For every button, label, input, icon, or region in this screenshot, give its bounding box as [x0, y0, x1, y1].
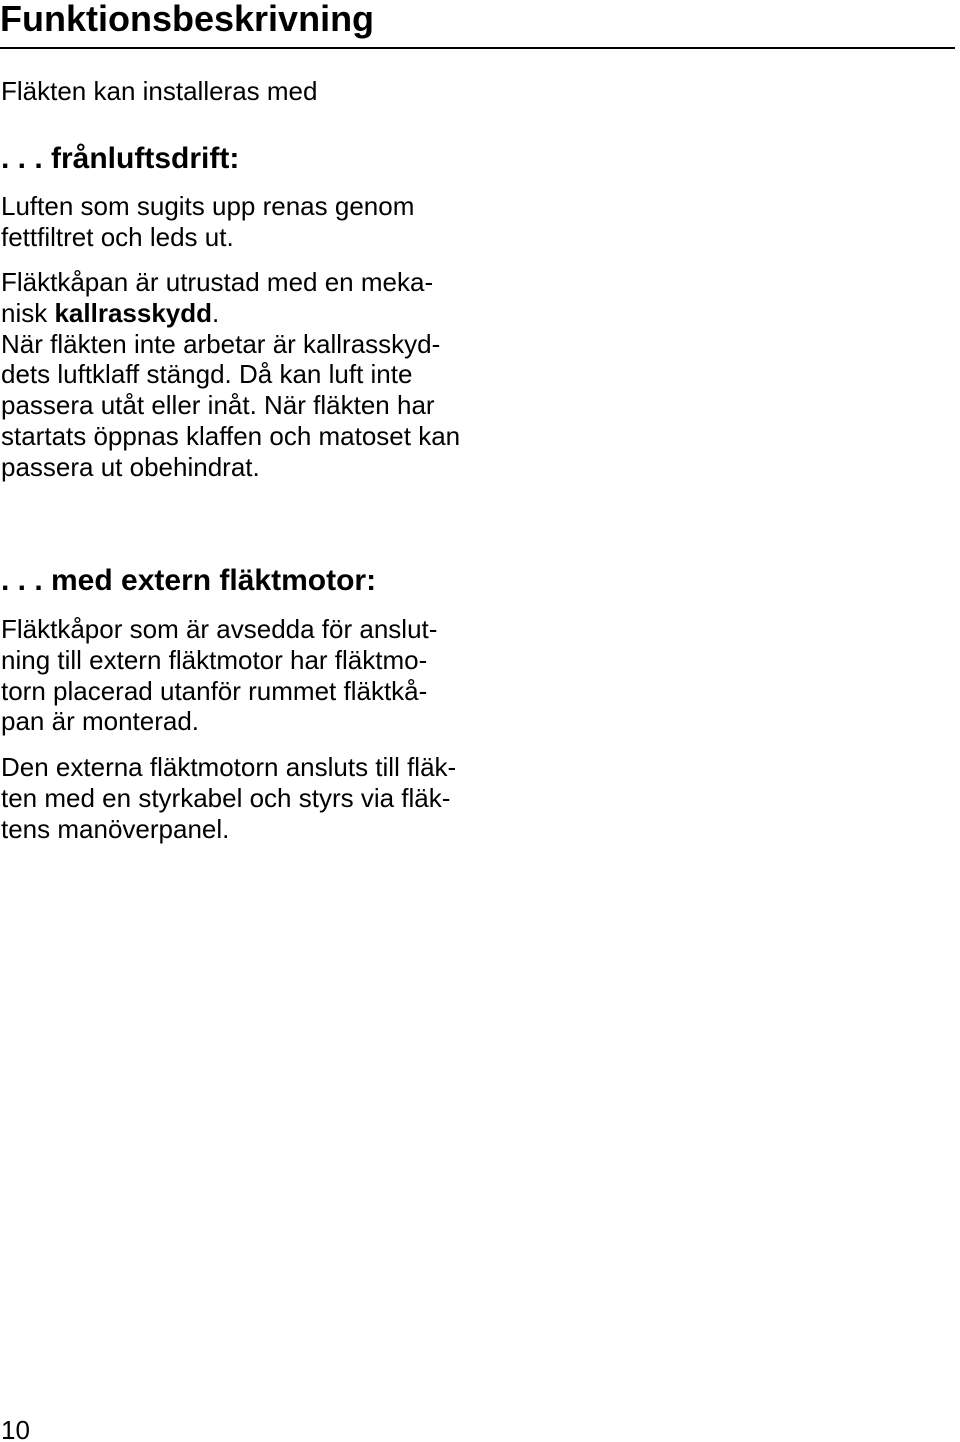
- paragraph-line: [1, 298, 460, 329]
- paragraph-line: Luften som sugits upp renas genom: [1, 191, 415, 221]
- paragraph: [1, 752, 456, 844]
- title-underline-rule: [0, 47, 955, 49]
- page-title: Funktionsbeskrivning: [0, 0, 375, 39]
- paragraph-line: passera ut obehindrat.: [1, 451, 260, 482]
- paragraph-line: Fläktkåpan är utrustad med en meka-: [1, 267, 434, 297]
- paragraph-line: pan är monterad.: [1, 706, 200, 737]
- paragraph-line: Den externa fläktmotorn ansluts till fläk-: [1, 752, 457, 782]
- paragraph-line: dets luftklaff stängd. Då kan luft inte: [1, 359, 413, 390]
- page-number: 10: [1, 1415, 30, 1442]
- paragraph-line: tens manöverpanel.: [1, 813, 230, 844]
- paragraph-line: startats öppnas klaffen och matoset kan: [1, 420, 461, 451]
- section-heading: . . . frånluftsdrift:: [1, 142, 240, 175]
- paragraph-line: fettfiltret och leds ut.: [1, 221, 234, 252]
- paragraph: [1, 267, 460, 483]
- line-text: .: [212, 297, 220, 328]
- paragraph: [1, 614, 437, 737]
- intro-text: Fläkten kan installeras med: [1, 76, 318, 106]
- emphasized-term: kallrasskydd: [54, 297, 213, 328]
- paragraph-line: När fläkten inte arbetar är kallrasskyd-: [1, 328, 441, 359]
- section-heading: . . . med extern fläktmotor:: [1, 564, 377, 597]
- paragraph-line: ning till extern fläktmotor har fläktmo-: [1, 644, 428, 675]
- paragraph: [1, 191, 414, 253]
- paragraph-line: Fläktkåpor som är avsedda för anslut-: [1, 614, 438, 644]
- paragraph-line: ten med en styrkabel och styrs via fläk-: [1, 782, 451, 813]
- paragraph-line: torn placerad utanför rummet fläktkå-: [1, 675, 428, 706]
- line-text: nisk: [1, 297, 55, 328]
- paragraph-line: passera utåt eller inåt. När fläkten har: [1, 390, 435, 421]
